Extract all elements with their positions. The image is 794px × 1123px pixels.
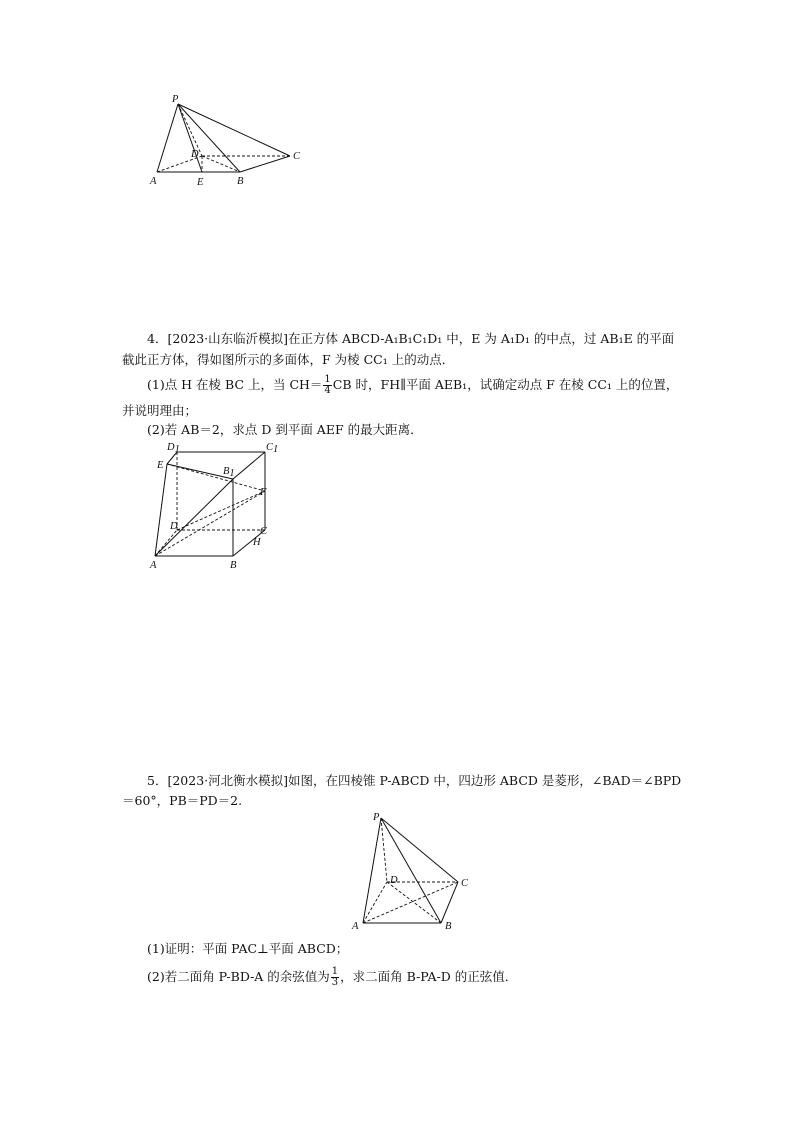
edge-EF xyxy=(167,464,265,491)
problem5-question2 xyxy=(147,967,517,988)
edge-DF xyxy=(177,491,265,530)
problem5-line2: ＝60°，PB＝PD＝2. xyxy=(122,793,243,808)
figure-2-cube xyxy=(145,438,285,573)
label-E: E xyxy=(197,177,204,188)
problem4-line1: 4．[2023·山东临沂模拟]在正方体 ABCD-A₁B₁C₁D₁ 中，E 为 A₁D₁ 的中点，过 AB₁E 的平面 xyxy=(147,331,675,346)
label-D1: D1 xyxy=(167,442,180,455)
q2-text-a: (2)若二面角 P-BD-A 的余弦值为 xyxy=(147,969,330,984)
edge-PE xyxy=(178,104,202,172)
label-F: F xyxy=(260,487,267,498)
q1-text-b: CB 时，FH∥平面 AEB₁，试确定动点 F 在棱 CC₁ 上的位置， xyxy=(332,377,679,392)
frac-num: 1 xyxy=(324,374,331,385)
edge-DB xyxy=(387,882,441,923)
label-A: A xyxy=(352,921,359,932)
figure-1-pyramid xyxy=(140,90,310,190)
edge-PB xyxy=(381,818,441,923)
frac-num: 1 xyxy=(331,966,339,977)
edge-PC xyxy=(381,818,458,882)
fraction-one-third xyxy=(331,967,339,988)
edge-PA xyxy=(157,104,178,172)
problem4-question2: (2)若 AB＝2，求点 D 到平面 AEF 的最大距离． xyxy=(147,422,423,437)
edge-AE xyxy=(155,464,167,556)
figure-2-svg xyxy=(145,438,285,573)
label-P: P xyxy=(373,812,380,823)
edge-DB xyxy=(202,156,240,172)
label-C: C xyxy=(461,878,469,889)
label-C: C xyxy=(260,526,268,537)
label-B: B xyxy=(237,176,244,187)
q2-text-b: ，求二面角 B-PA-D 的正弦值． xyxy=(340,969,518,984)
label-C: C xyxy=(293,151,301,162)
edge-PA xyxy=(363,818,381,923)
frac-den: 3 xyxy=(331,977,339,988)
q1-text-a: (1)点 H 在棱 BC 上，当 CH＝ xyxy=(147,377,323,392)
edge-BC xyxy=(240,156,290,172)
label-B1: B1 xyxy=(223,466,235,479)
figure-3-pyramid xyxy=(343,808,483,933)
edge-B1C1 xyxy=(233,452,265,479)
label-D: D xyxy=(191,149,199,160)
label-H: H xyxy=(253,537,261,548)
label-A: A xyxy=(150,560,157,571)
frac-den: 4 xyxy=(324,385,331,396)
edge-AB1 xyxy=(155,479,233,556)
label-D: D xyxy=(170,521,178,532)
label-B: B xyxy=(230,560,237,571)
problem4-question1 xyxy=(147,375,678,396)
label-A: A xyxy=(150,176,157,187)
figure-1-svg xyxy=(140,90,310,190)
problem4-line2: 截此正方体，得如图所示的多面体，F 为棱 CC₁ 上的动点． xyxy=(122,352,455,367)
label-E: E xyxy=(157,460,164,471)
problem5-line1: 5．[2023·河北衡水模拟]如图，在四棱锥 P-ABCD 中，四边形 ABCD 是菱形，∠BAD＝∠BPD xyxy=(147,773,682,788)
label-B: B xyxy=(445,921,452,932)
problem4-question1-line2: 并说明理由； xyxy=(122,403,198,418)
label-D: D xyxy=(390,875,398,886)
label-C1: C1 xyxy=(266,442,279,455)
fraction-one-quarter xyxy=(323,375,331,396)
edge-PB xyxy=(178,104,240,172)
problem5-question1: (1)证明：平面 PAC⊥平面 ABCD； xyxy=(147,941,349,956)
figure-3-svg xyxy=(343,808,483,933)
label-P: P xyxy=(172,94,179,105)
